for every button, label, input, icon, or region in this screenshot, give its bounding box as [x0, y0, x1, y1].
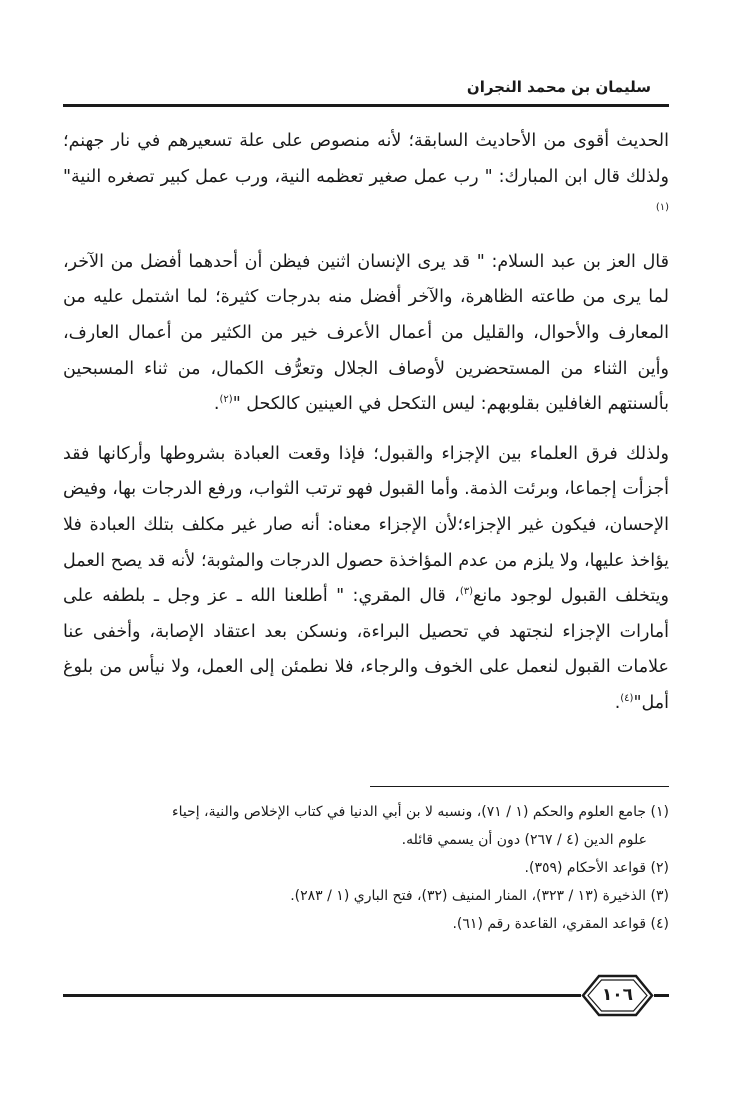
paragraph-3-text-b: ، قال المقري: " أطلعنا الله ـ عز وجل ـ بلطفه على أمارات الإجزاء لنجتهد في تحصيل البراءة، ونسكن بعد اعتقاد الإصابة، وأخفى عنا علامات القبول لنعمل على الخوف والرجاء، فلا نطمئن إلى العمل، ولا نيأس من بلوغ أمل": [63, 586, 669, 713]
footer-divider-right: [654, 994, 669, 997]
paragraph-1-text: الحديث أقوى من الأحاديث السابقة؛ لأنه منصوص على علة تسعيرهم في نار جهنم؛ ولذلك قال ابن المبارك: " رب عمل صغير تعظمه النية، ورب عمل كبير تصغره النية": [63, 131, 669, 187]
footnote-ref-2: (٢): [219, 394, 233, 406]
footer-divider-left: [63, 994, 581, 997]
footnotes: [63, 798, 669, 938]
footnote-ref-3: (٣): [459, 586, 474, 598]
paragraph-2-tail: .: [213, 394, 220, 415]
footnote-ref-1: (١): [655, 202, 669, 214]
header-divider: [63, 104, 669, 107]
running-header-author: سليمان بن محمد النجران: [466, 78, 651, 96]
main-text: [63, 124, 669, 722]
page-number: ١٠٦: [601, 985, 634, 1005]
paragraph-2: [63, 245, 669, 423]
paragraph-3: [63, 437, 669, 722]
footnote-1-continuation: علوم الدين (٤ / ٢٦٧) دون أن يسمي قائله.: [401, 832, 647, 848]
paragraph-3-tail: .: [614, 692, 621, 713]
footnote-2: (٢) قواعد الأحكام (٣٥٩).: [524, 860, 669, 876]
page-number-badge: [581, 973, 654, 1018]
footnote-divider: [370, 786, 669, 787]
footnote-4: (٤) قواعد المقري، القاعدة رقم (٦١).: [452, 916, 669, 932]
footnote-ref-4: (٤): [620, 693, 634, 705]
paragraph-1: [63, 124, 669, 231]
footnote-3: (٣) الذخيرة (١٣ / ٣٢٣)، المنار المنيف (٣٢)، فتح الباري (١ / ٢٨٣).: [290, 888, 669, 904]
paragraph-2-text: قال العز بن عبد السلام: " قد يرى الإنسان اثنين فيظن أن أحدهما أفضل من الآخر، لما يرى من طاعته الظاهرة، والآخر أفضل منه بدرجات كثيرة؛ لما اشتمل عليه من المعارف والأحوال، والقليل من أعمال الأعرف خير من الكثير من أعمال العارف، وأين الثناء من المستحضرين لأوصاف الجلال وتعرُّف الكمال، من ثناء المسبحين بألسنتهم الغافلين بقلوبهم: ليس التكحل في العينين كالكحل ": [63, 251, 669, 415]
paragraph-3-text-a: ولذلك فرق العلماء بين الإجزاء والقبول؛ فإذا وقعت العبادة بشروطها وأركانها فقد أجزأت إجماعا، وبرئت الذمة. وأما القبول فهو ترتب الثواب، ورفع الدرجات بها، وفيض الإحسان، فيكون غير الإجزاء؛لأن الإجزاء معناه: أنه صار غير مكلف بتلك العبادة فلا يؤاخذ عليها، ولا يلزم من عدم المؤاخذة حصول الدرجات والمثوبة؛ لأنه قد يصح العمل ويتخلف القبول لوجود مانع: [63, 443, 670, 607]
footnote-1: (١) جامع العلوم والحكم (١ / ٧١)، ونسبه لا بن أبي الدنيا في كتاب الإخلاص والنية، إحياء: [171, 804, 669, 820]
